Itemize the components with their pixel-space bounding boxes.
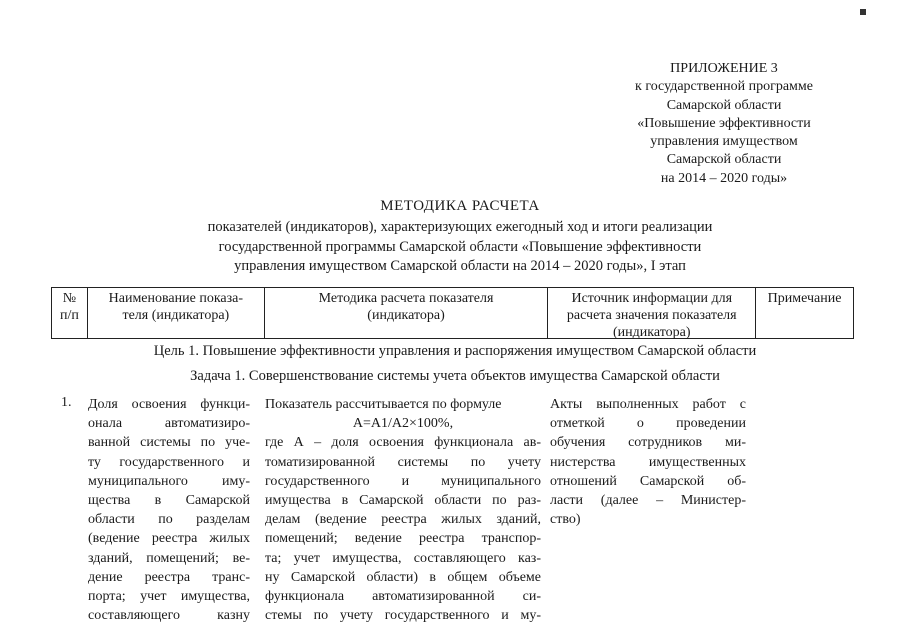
- appendix-line: к государственной программе: [635, 79, 813, 95]
- document-subtitle: [120, 218, 800, 277]
- goal-row: Цель 1. Повышение эффективности управления и распоряжения имуществом Самарской области: [153, 343, 757, 359]
- indicator-name-cell: Доля освоения функци- онала автоматизиро- ванной системы по уче- ту государственного и муниципального иму- щества в Самарской области по разделам (ведение реестра жилых зданий, помещений; ве- дение реестра транс- порта; учет имущества, составляющего казну: [88, 397, 250, 624]
- row-number: 1.: [61, 395, 72, 410]
- method-cell: Показатель рассчитывается по формуле А=А1/А2×100%, где А – доля освоения функционала ав- томатизированной системы по учету государственного и муниципального имущества в Самарской области по раз- делам (ведение реестра жилых зданий, помещений; ведение реестра транспор- та; учет имущества, составляющего каз- ну Самарской области) в общем объеме функционала автоматизированной си- стемы по учету государственного и му-: [265, 397, 541, 624]
- header-source: Источник информации для расчета значения показателя (индикатора): [548, 288, 756, 338]
- subtitle-line: государственной программы Самарской области «Повышение эффективности: [218, 238, 702, 255]
- document-title: МЕТОДИКА РАСЧЕТА: [380, 198, 540, 214]
- appendix-block: [600, 60, 848, 188]
- table-header: [51, 287, 854, 339]
- header-number: № п/п: [52, 288, 88, 338]
- appendix-line: Самарской области: [666, 97, 782, 113]
- header-indicator-name: Наименование показа- теля (индикатора): [88, 288, 265, 338]
- subtitle-line: показателей (индикаторов), характеризующих ежегодный ход и итоги реализации: [207, 219, 713, 235]
- appendix-line: на 2014 – 2020 годы»: [660, 170, 788, 186]
- appendix-line: управления имуществом: [650, 134, 798, 150]
- task-row: Задача 1. Совершенствование системы учета объектов имущества Самарской области: [190, 368, 720, 384]
- appendix-line: Самарской области: [666, 152, 782, 168]
- formula: А=А1/А2×100%,: [352, 416, 454, 432]
- scan-mark: [860, 9, 866, 15]
- subtitle-line: управления имуществом Самарской области на 2014 – 2020 годы», I этап: [234, 258, 686, 274]
- appendix-line: «Повышение эффективности: [637, 115, 811, 131]
- header-note: Примечание: [756, 288, 854, 338]
- header-method: Методика расчета показателя (индикатора): [265, 288, 549, 338]
- source-cell: Акты выполненных работ с отметкой о проведении обучения сотрудников ми- нистерства имущественных отношений Самарской об- ласти (далее – Министер- ство): [550, 397, 746, 528]
- appendix-line: ПРИЛОЖЕНИЕ 3: [670, 61, 778, 76]
